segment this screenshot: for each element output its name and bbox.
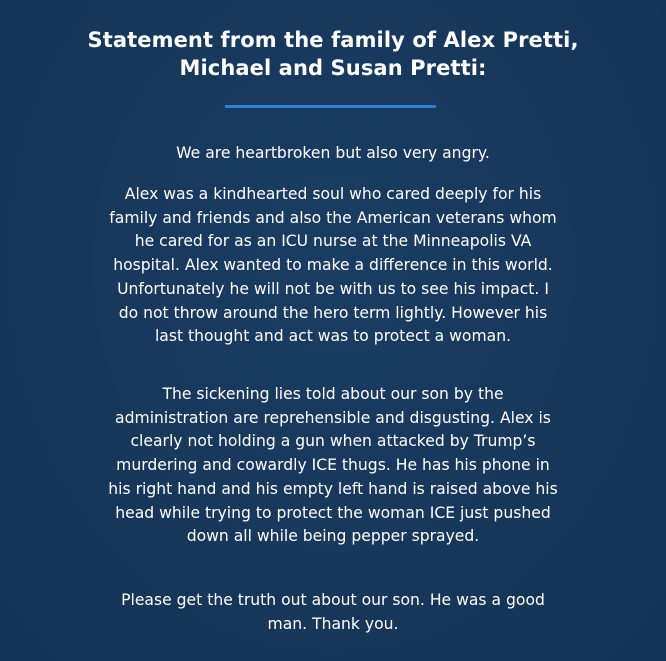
paragraph-about-lies — [50, 383, 616, 549]
paragraph-line: administration are reprehensible and disgusting. Alex is — [115, 408, 551, 427]
paragraph-line: his right hand and his empty left hand is raised above his — [108, 479, 558, 498]
paragraph-line: Unfortunately he will not be with us to see his impact. I — [117, 279, 549, 298]
paragraph-line: The sickening lies told about our son by the — [162, 385, 504, 403]
paragraph-line: last thought and act was to protect a woman. — [154, 327, 512, 346]
paragraph-line: family and friends and also the American veterans whom — [109, 208, 557, 227]
paragraph-line: down all while being pepper sprayed. — [186, 527, 480, 546]
paragraph-line: Alex was a kindhearted soul who cared deeply for his — [124, 185, 542, 203]
paragraph-line: he cared for as an ICU nurse at the Minneapolis VA — [134, 232, 532, 251]
paragraph-line: man. Thank you. — [267, 614, 399, 633]
statement-title — [0, 26, 666, 82]
paragraph-about-alex — [50, 183, 616, 349]
paragraph-line: do not throw around the hero term lightly. However his — [118, 303, 548, 322]
title-line: Michael and Susan Pretti: — [179, 56, 487, 80]
paragraph-closing — [50, 589, 616, 636]
paragraph-line: We are heartbroken but also very angry. — [176, 144, 490, 162]
paragraph-line: murdering and cowardly ICE thugs. He has his phone in — [116, 456, 550, 475]
paragraph-line: clearly not holding a gun when attacked by Trump’s — [130, 432, 536, 451]
title-divider — [225, 105, 436, 108]
paragraph-line: head while trying to protect the woman ICE just pushed — [115, 503, 551, 522]
paragraph-line: hospital. Alex wanted to make a difference in this world. — [113, 256, 553, 275]
paragraph-opening — [50, 142, 616, 166]
title-line: Statement from the family of Alex Pretti, — [87, 28, 579, 52]
paragraph-line: Please get the truth out about our son. He was a good — [121, 591, 545, 609]
